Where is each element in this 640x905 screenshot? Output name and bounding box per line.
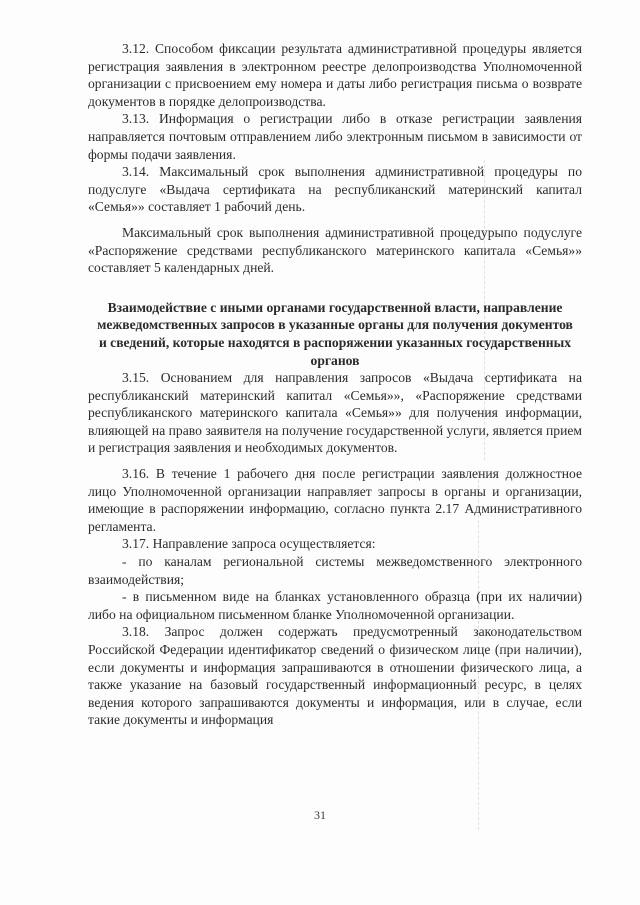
paragraph-max-term: Максимальный срок выполнения административной процедурыпо подуслуге «Распоряжение средствами республиканского материнского капитала «Семья»» составляет 5 календарных дней. <box>88 224 582 276</box>
paragraph-3-15: 3.15. Основанием для направления запросов «Выдача сертификата на республиканский материнский капитал «Семья»», «Распоряжение средствами республиканского материнского капитала «Семья»» для получения информации, влияющей на право заявителя на получение государственной услуги, является прием и регистрация заявления и необходимых документов. <box>88 370 582 456</box>
page-number: 31 <box>314 808 326 822</box>
paragraph-3-14: 3.14. Максимальный срок выполнения административной процедуры по подуслуге «Выдача сертификата на республиканский материнский капитал «Семья»» составляет 1 рабочий день. <box>88 164 582 215</box>
paragraph-3-17: 3.17. Направление запроса осуществляется: <box>122 536 376 552</box>
spacer <box>88 457 582 465</box>
document-body <box>88 40 582 729</box>
paragraph-3-13: 3.13. Информация о регистрации либо в отказе регистрации заявления направляется почтовым отправлением либо электронным письмом в зависимости от формы подачи заявления. <box>88 111 582 162</box>
spacer <box>88 277 582 299</box>
paragraph-3-12: 3.12. Способом фиксации результата административной процедуры является регистрация заявления в электронном реестре делопроизводства Уполномоченной организации с присвоением ему номера и даты либо регистрация письма о возврате документов в порядке делопроизводства. <box>88 41 582 109</box>
paragraph-3-18: 3.18. Запрос должен содержать предусмотренный законодательством Российской Федерации идентификатор сведений о физическом лице (при наличии), если документы и информация запрашиваются в отношении физического лица, а также указание на базовый государственный информационный ресурс, в целях ведения которого запрашиваются документы и информация, или в случае, если такие документы и информация <box>88 624 582 728</box>
section-heading: Взаимодействие с иными органами государственной власти, направление межведомственных запросов в указанные органы для получения документов и сведений, которые находятся в распоряжении указанных государственных органов <box>97 299 573 368</box>
spacer <box>88 216 582 224</box>
paragraph-3-16: 3.16. В течение 1 рабочего дня после регистрации заявления должностное лицо Уполномоченной организации направляет запросы в органы и организации, имеющие в распоряжении информацию, согласно пункта 2.17 Административного регламента. <box>88 466 582 534</box>
list-item-electronic: - по каналам региональной системы межведомственного электронного взаимодействия; <box>88 554 582 587</box>
list-item-written: - в письменном виде на бланках установленного образца (при их наличии) либо на официальном письменном бланке Уполномоченной организации. <box>88 589 582 622</box>
